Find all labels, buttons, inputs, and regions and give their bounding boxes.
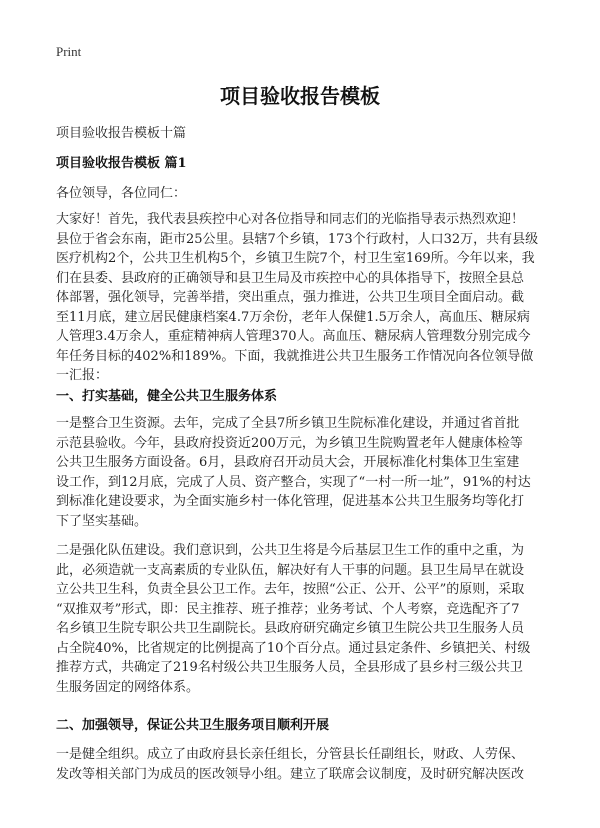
text-line: 大家好！首先，我代表县疾控中心对各位指导和同志们的光临指导表示热烈欢迎！ xyxy=(56,212,525,227)
text-line: 一是整合卫生资源。去年，完成了全县7所乡镇卫生院标准化建设，并通过省首批 xyxy=(56,416,520,431)
text-line: 人管理3.4万余人，重症精神病人管理370人。高血压、糖尿病人管理数分别完成今 xyxy=(56,329,531,344)
text-line: 一汇报： xyxy=(56,368,109,383)
print-label[interactable]: Print xyxy=(56,44,82,59)
paragraph-organization xyxy=(56,745,546,784)
section-title: 项目验收报告模板 篇1 xyxy=(56,156,187,171)
text-line: 们在县委、县政府的正确领导和县卫生局及市疾控中心的具体指导下，按照全县总 xyxy=(56,270,525,286)
text-line: 年任务目标的402%和189%。下面，我就推进公共卫生服务工作情况向各位领导做 xyxy=(56,348,534,364)
text-line: 发改等相关部门为成员的医改领导小组。建立了联席会议制度，及时研究解决医改 xyxy=(56,766,525,782)
section-heading-2: 二、加强领导，保证公共卫生服务项目顺利开展 xyxy=(56,718,330,733)
text-line: 医疗机构2个，公共卫生机构5个，乡镇卫生院7个，村卫生室169所。今年以来，我 xyxy=(56,251,535,266)
text-line: 示范县验收。今年，县政府投资近200万元，为乡镇卫生院购置老年人健康体检等 xyxy=(56,435,523,451)
text-line: 体部署，强化领导，完善举措，突出重点，强力推进，公共卫生项目全面启动。截 xyxy=(56,290,525,305)
section-heading-1: 一、打实基础，健全公共卫生服务体系 xyxy=(56,389,278,404)
paragraph-team-building xyxy=(56,541,546,697)
text-line: 二是强化队伍建设。我们意识到，公共卫生将是今后基层卫生工作的重中之重，为 xyxy=(56,543,525,558)
text-line: 此，必须造就一支高素质的专业队伍，解决好有人干事的问题。县卫生局早在就设 xyxy=(56,562,525,578)
page-title: 项目验收报告模板 xyxy=(220,84,380,108)
paragraph-intro xyxy=(56,210,546,386)
text-line: 县位于省会东南，距市25公里。县辖7个乡镇，173个行政村，人口32万，共有县级 xyxy=(56,231,539,247)
text-line: 推荐方式，共确定了219名村级公共卫生服务人员，全县形成了县乡村三级公共卫 xyxy=(56,660,523,675)
text-line: 一是健全组织。成立了由政府县长亲任组长，分管县长任副组长，财政、人劳保、 xyxy=(56,747,525,762)
greeting: 各位领导，各位同仁： xyxy=(56,186,187,201)
text-line: 下了坚实基础。 xyxy=(56,513,148,529)
text-line: 至11月底，建立居民健康档案4.7万余份，老年人保健1.5万余人，高血压、糖尿病 xyxy=(56,309,530,325)
text-line: 生服务固定的网络体系。 xyxy=(56,679,200,695)
document-subtitle: 项目验收报告模板十篇 xyxy=(56,126,187,141)
text-line: 立公共卫生科，负责全县公卫工作。去年，按照“公正、公开、公平”的原则，采取 xyxy=(56,582,525,597)
paragraph-integration xyxy=(56,414,546,531)
text-line: “双推双考”形式，即：民主推荐、班子推荐；业务考试、个人考察，竞选配齐了7 xyxy=(56,601,520,617)
text-line: 名乡镇卫生院专职公共卫生副院长。县政府研究确定乡镇卫生院公共卫生服务人员 xyxy=(56,621,525,636)
text-line: 占全院40%，比省规定的比例提高了10个百分点。通过县定条件、乡镇把关、村级 xyxy=(56,640,531,656)
text-line: 公共卫生服务方面设备。6月，县政府召开动员大会，开展标准化村集体卫生室建 xyxy=(56,455,520,470)
text-line: 设工作，到12月底，完成了人员、资产整合，实现了“一村一所一址”，91%的村达 xyxy=(56,474,531,490)
text-line: 到标准化建设要求，为全面实施乡村一体化管理，促进基本公共卫生服务均等化打 xyxy=(56,494,525,509)
